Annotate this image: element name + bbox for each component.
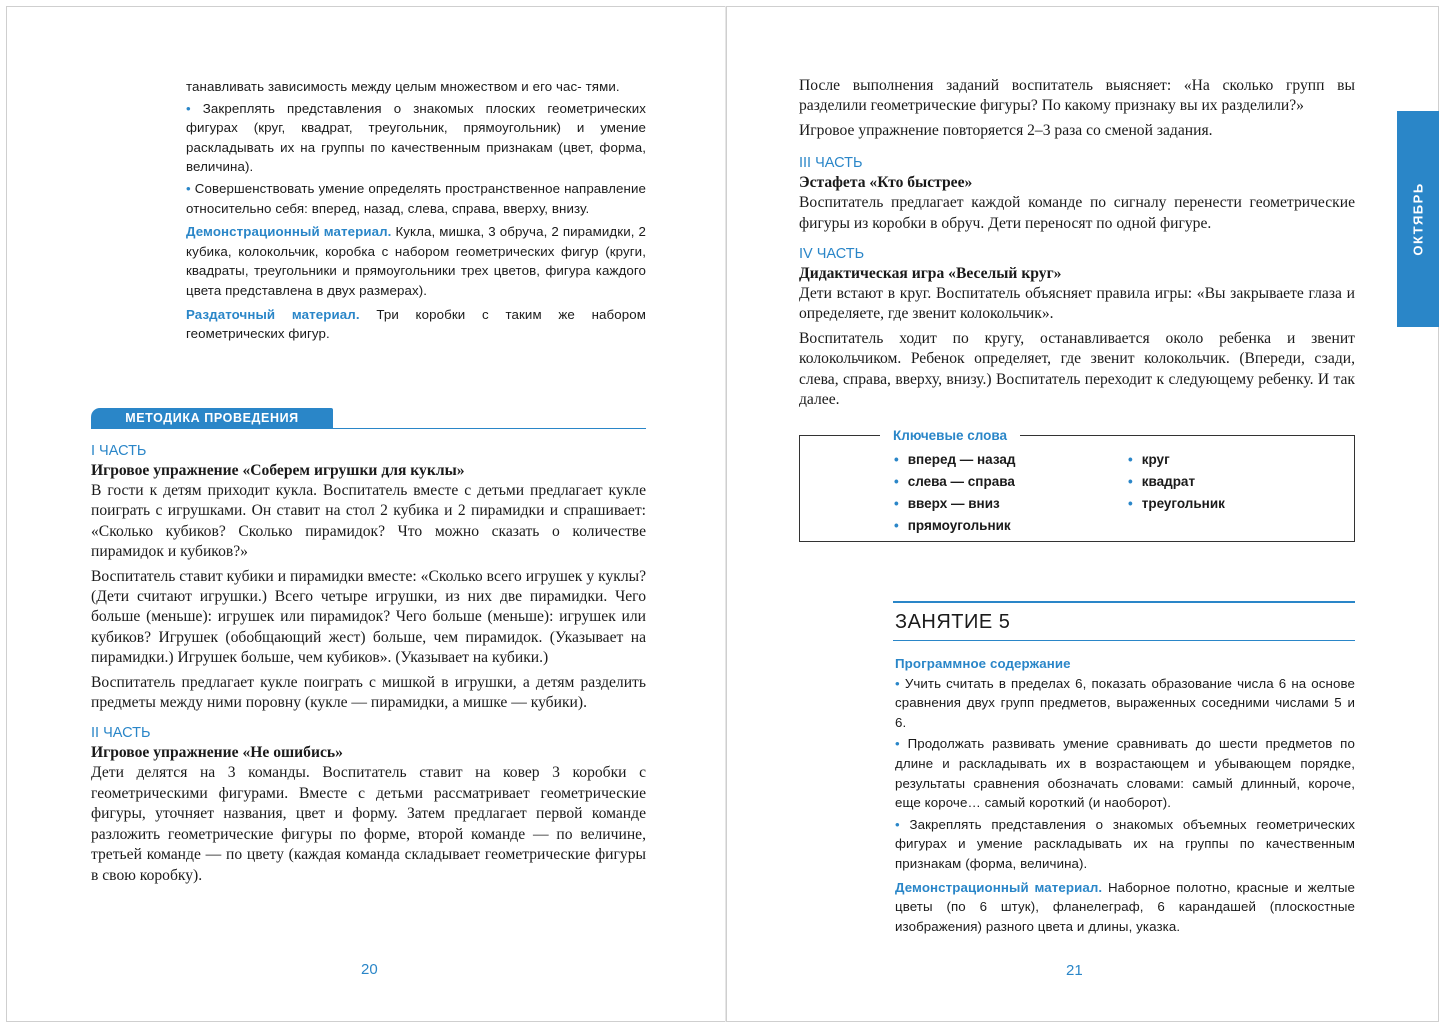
demo-material-text: Кукла, мишка, 3 обруча, 2 пирамидки, 2 кубика, колокольчик, коробка с набором геометрических фигур (круги, квадраты, треугольники и прямоугольники трех цветов, фигура каждого цвета представлена в двух размерах). (186, 224, 647, 298)
method-title: МЕТОДИКА ПРОВЕДЕНИЯ (91, 408, 333, 428)
keyword-item: • слева — справа (894, 471, 1015, 493)
part4-paragraph: Дети встают в круг. Воспитатель объясняет правила игры: «Вы закрываете глаза и определяете, где звенит колокольчик». (799, 285, 1355, 323)
page-number-left: 20 (361, 961, 378, 978)
part2-title: Игровое упражнение «Не ошибись» (91, 744, 343, 762)
handout-material-text: Три коробки с таким же набором геометрических фигур. (186, 306, 646, 342)
part1-paragraph: В гости к детям приходит кукла. Воспитатель вместе с детьми предлагает кукле поиграть с игрушками. Он ставит на стол 2 кубика и 2 пирамидки и спрашивает: «Сколько кубиков? Сколько пирамидок? Что можно сказать о количестве пирамидок и кубиков?» (91, 482, 646, 561)
page-number-right: 21 (1066, 962, 1083, 979)
part4-label: IV ЧАСТЬ (799, 246, 865, 263)
keywords-title: Ключевые слова (880, 426, 1020, 446)
goal-item: • Совершенствовать умение определять пространственное направление относительно себя: вперед, назад, слева, справа, вверху, внизу. (186, 179, 646, 218)
lesson-rule-top (893, 601, 1355, 603)
program-item: • Продолжать развивать умение сравнивать до шести предметов по длине и раскладывать их в возрастающем и убывающем порядке, результаты сравнения обозначать словами: самый длинный, короче, еще короче… самый короткий (и наоборот). (895, 734, 1355, 812)
goals-block (186, 77, 646, 344)
lesson-title: ЗАНЯТИЕ 5 (895, 611, 1011, 633)
keywords-list-right (1128, 449, 1225, 515)
part1-paragraph: Воспитатель предлагает кукле поиграть с мишкой в игрушки, а детям разделить предметы между ними поровну (кукле — пирамидки, а мишке — кубики). (91, 673, 646, 712)
handout-material-label: Раздаточный материал. (186, 306, 360, 322)
demo-material-label: Демонстрационный материал. (186, 224, 392, 240)
part2-paragraph: Дети делятся на 3 команды. Воспитатель ставит на ковер 3 коробки с геометрическими фигурами. Вместе с детьми рассматривает геометрические фигуры, уточняет названия, цвет и форму. Затем предлагает первой команде разложить геометрические фигуры по форме, второй команде — по величине, третьей команде — по цвету (каждая команда складывает геометрические фигуры в свою коробку). (91, 764, 646, 884)
handout-material (186, 305, 646, 344)
program-block (895, 654, 1355, 936)
method-header (91, 408, 646, 430)
part1-paragraph: Воспитатель ставит кубики и пирамидки вместе: «Сколько всего игрушек у куклы? (Дети считают игрушки.) Всего четыре игрушки, из них две пирамидки. Чего больше (меньше): игрушек или пирамидок? Чего больше (меньше): игрушек или кубиков? Игрушек (обобщающий жест) больше, чем пирамидок. (Указывает на пирамидки.) Игрушек больше, чем кубиков». (Указывает на кубики.) (91, 567, 646, 667)
month-tab-label: ОКТЯБРЬ (1410, 182, 1426, 256)
goal-continuation: танавливать зависимость между целым множеством и его час- тями. (186, 79, 620, 94)
program-label: Программное содержание (895, 656, 1071, 671)
demo-material (186, 222, 646, 300)
keyword-item: • прямоугольник (894, 515, 1015, 537)
program-item: • Закреплять представления о знакомых объемных геометрических фигурах и умение раскладывать их на группы по качественным признакам (форма, величина). (895, 815, 1355, 874)
book-spine (725, 6, 726, 1022)
demo-material-label: Демонстрационный материал. (895, 879, 1103, 895)
repeat-paragraph: Игровое упражнение повторяется 2–3 раза со сменой задания. (799, 121, 1213, 139)
demo-material-text: Наборное полотно, красные и желтые цветы (по 6 штук), фланелеграф, 6 карандашей (плоскостные изображения) разного цвета и длины, указка. (895, 879, 1356, 934)
method-rule (91, 428, 646, 429)
keyword-item: • треугольник (1128, 493, 1225, 515)
part1-label: I ЧАСТЬ (91, 443, 147, 459)
summary-paragraph: После выполнения заданий воспитатель выясняет: «На сколько групп вы разделили геометрические фигуры? По какому признаку вы их разделили?» (799, 77, 1355, 115)
goal-item: • Закреплять представления о знакомых плоских геометрических фигурах (круг, квадрат, треугольник, прямоугольник) и умение раскладывать их на группы по качественным признакам (цвет, форма, величина). (186, 99, 646, 177)
keyword-item: • круг (1128, 449, 1225, 471)
part3-label: III ЧАСТЬ (799, 155, 863, 172)
keywords-list-left (894, 449, 1015, 537)
program-item: • Учить считать в пределах 6, показать образование числа 6 на основе сравнения двух групп предметов, выраженных соседними числами 5 и 6. (895, 674, 1355, 733)
right-main-text (799, 76, 1355, 410)
part4-paragraph: Воспитатель ходит по кругу, останавливается около ребенка и звенит колокольчиком. Ребенок определяет, где звенит колокольчик. (Впереди, сзади, слева, справа, вверху, внизу.) Воспитатель переходит к следующему ребенку. И так далее. (799, 329, 1355, 409)
part3-title: Эстафета «Кто быстрее» (799, 174, 973, 192)
part3-paragraph: Воспитатель предлагает каждой команде по сигналу перенести геометрические фигуры из коробки в обруч. Дети переносят по одной фигуре. (799, 194, 1355, 232)
keyword-item: • квадрат (1128, 471, 1225, 493)
part2-label: II ЧАСТЬ (91, 725, 151, 742)
month-tab (1397, 111, 1439, 327)
keywords-box (799, 428, 1355, 542)
left-main-text (91, 441, 646, 886)
part1-title: Игровое упражнение «Соберем игрушки для куклы» (91, 462, 465, 479)
lesson-rule-bottom (893, 640, 1355, 641)
part4-title: Дидактическая игра «Веселый круг» (799, 265, 1062, 283)
keyword-item: • вперед — назад (894, 449, 1015, 471)
keyword-item: • вверх — вниз (894, 493, 1015, 515)
demo-material-right (895, 878, 1355, 937)
